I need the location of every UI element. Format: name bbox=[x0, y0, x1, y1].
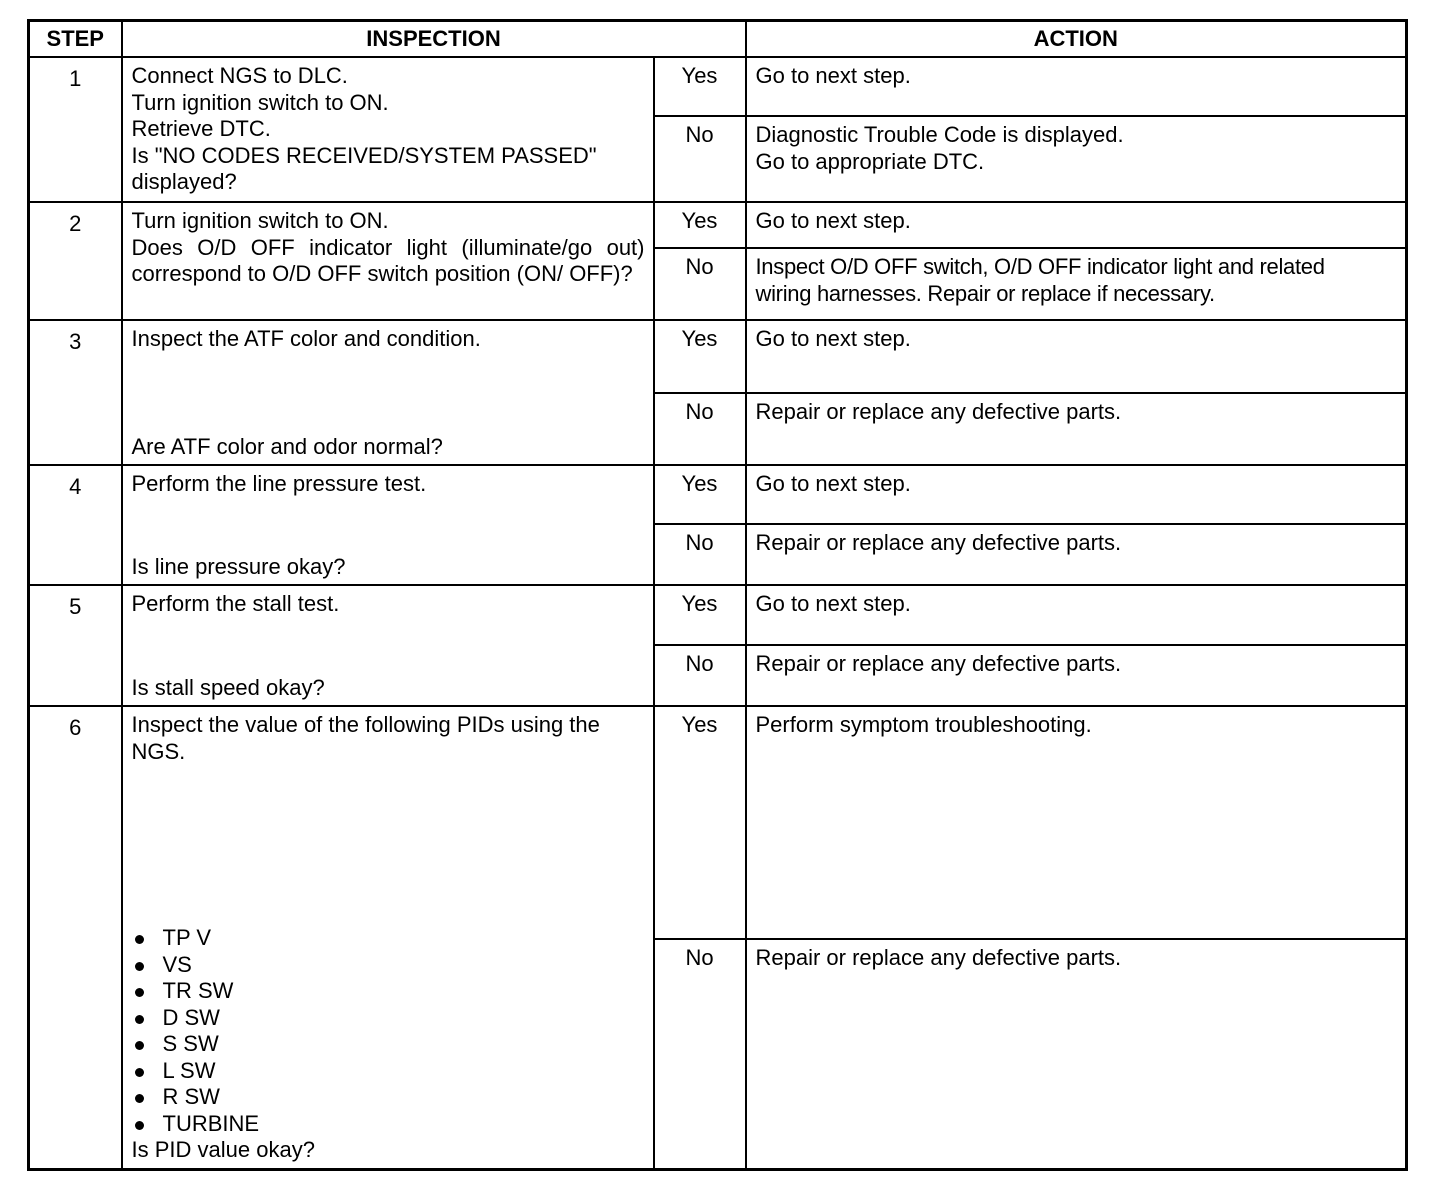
inspection-line: Retrieve DTC. bbox=[131, 116, 271, 141]
pid-item: S SW bbox=[132, 1031, 645, 1058]
inspection-line: NGS. bbox=[131, 738, 186, 764]
action-line: Go to next step. bbox=[755, 63, 911, 88]
yes-action bbox=[746, 57, 1407, 116]
step-row-5-yes bbox=[29, 585, 1407, 645]
inspection-cell bbox=[122, 585, 654, 706]
pid-list bbox=[132, 925, 645, 1137]
no-action bbox=[746, 116, 1407, 202]
inspection-line: Inspect the value of the following PIDs using the bbox=[131, 712, 600, 737]
action-line: Go to appropriate DTC. bbox=[755, 148, 985, 174]
no-action bbox=[746, 248, 1407, 320]
step-row-4-yes bbox=[29, 465, 1407, 524]
header-inspection: INSPECTION bbox=[122, 21, 746, 58]
step-number: 1 bbox=[29, 57, 122, 202]
yes-label: Yes bbox=[654, 320, 746, 393]
inspection-line: Perform the stall test. bbox=[131, 591, 340, 616]
yes-label: Yes bbox=[654, 706, 746, 939]
action-line: Diagnostic Trouble Code is displayed. bbox=[755, 122, 1124, 147]
action-line: wiring harnesses. Repair or replace if necessary. bbox=[755, 280, 1215, 306]
inspection-cell bbox=[122, 465, 654, 585]
header-row bbox=[29, 21, 1407, 58]
inspection-question: Is line pressure okay? bbox=[131, 553, 346, 579]
inspection-paragraph: Does O/D OFF indicator light (illuminate/go out) correspond to O/D OFF switch position (ON/ OFF)? bbox=[131, 234, 645, 286]
yes-action: Go to next step. bbox=[746, 585, 1407, 645]
diagnostic-table bbox=[27, 19, 1408, 1171]
yes-label: Yes bbox=[654, 585, 746, 645]
yes-label: Yes bbox=[654, 202, 746, 248]
step-number: 4 bbox=[29, 465, 122, 585]
pid-item: TURBINE bbox=[132, 1111, 645, 1138]
yes-action: Perform symptom troubleshooting. bbox=[746, 706, 1407, 939]
inspection-cell bbox=[122, 57, 654, 202]
action-line: Inspect O/D OFF switch, O/D OFF indicator light and related bbox=[755, 254, 1325, 279]
inspection-line: Turn ignition switch to ON. bbox=[131, 89, 389, 115]
inspection-question: Is PID value okay? bbox=[131, 1137, 315, 1162]
inspection-line: Is "NO CODES RECEIVED/SYSTEM PASSED" bbox=[131, 142, 597, 168]
step-row-2-yes bbox=[29, 202, 1407, 248]
pid-item: VS bbox=[132, 952, 645, 979]
no-label: No bbox=[654, 116, 746, 202]
step-row-6-yes bbox=[29, 706, 1407, 939]
no-action: Repair or replace any defective parts. bbox=[746, 939, 1407, 1169]
inspection-line: Perform the line pressure test. bbox=[131, 471, 427, 496]
step-number: 5 bbox=[29, 585, 122, 706]
no-label: No bbox=[654, 248, 746, 320]
no-action: Repair or replace any defective parts. bbox=[746, 393, 1407, 466]
no-label: No bbox=[654, 645, 746, 706]
no-label: No bbox=[654, 939, 746, 1169]
yes-action bbox=[746, 202, 1407, 248]
pid-item: TP V bbox=[132, 925, 645, 952]
inspection-question: Are ATF color and odor normal? bbox=[131, 433, 443, 459]
inspection-question: Is stall speed okay? bbox=[131, 674, 325, 700]
yes-label: Yes bbox=[654, 465, 746, 524]
step-number: 2 bbox=[29, 202, 122, 320]
header-step: STEP bbox=[29, 21, 122, 58]
step-row-3-yes bbox=[29, 320, 1407, 393]
yes-action: Go to next step. bbox=[746, 320, 1407, 393]
pid-item: D SW bbox=[132, 1005, 645, 1032]
inspection-line: Turn ignition switch to ON. bbox=[131, 208, 389, 233]
pid-item: TR SW bbox=[132, 978, 645, 1005]
pid-item: L SW bbox=[132, 1058, 645, 1085]
no-action: Repair or replace any defective parts. bbox=[746, 524, 1407, 585]
step-number: 6 bbox=[29, 706, 122, 1169]
inspection-cell bbox=[122, 320, 654, 465]
inspection-line: displayed? bbox=[131, 169, 237, 194]
no-action: Repair or replace any defective parts. bbox=[746, 645, 1407, 706]
pid-item: R SW bbox=[132, 1084, 645, 1111]
header-action: ACTION bbox=[746, 21, 1407, 58]
inspection-cell bbox=[122, 202, 654, 320]
inspection-cell bbox=[122, 706, 654, 1169]
inspection-line: Connect NGS to DLC. bbox=[131, 63, 348, 88]
inspection-line: Inspect the ATF color and condition. bbox=[131, 326, 481, 351]
action-line: Go to next step. bbox=[755, 208, 911, 233]
no-label: No bbox=[654, 524, 746, 585]
yes-action: Go to next step. bbox=[746, 465, 1407, 524]
step-row-1-yes bbox=[29, 57, 1407, 116]
yes-label: Yes bbox=[654, 57, 746, 116]
step-number: 3 bbox=[29, 320, 122, 465]
no-label: No bbox=[654, 393, 746, 466]
